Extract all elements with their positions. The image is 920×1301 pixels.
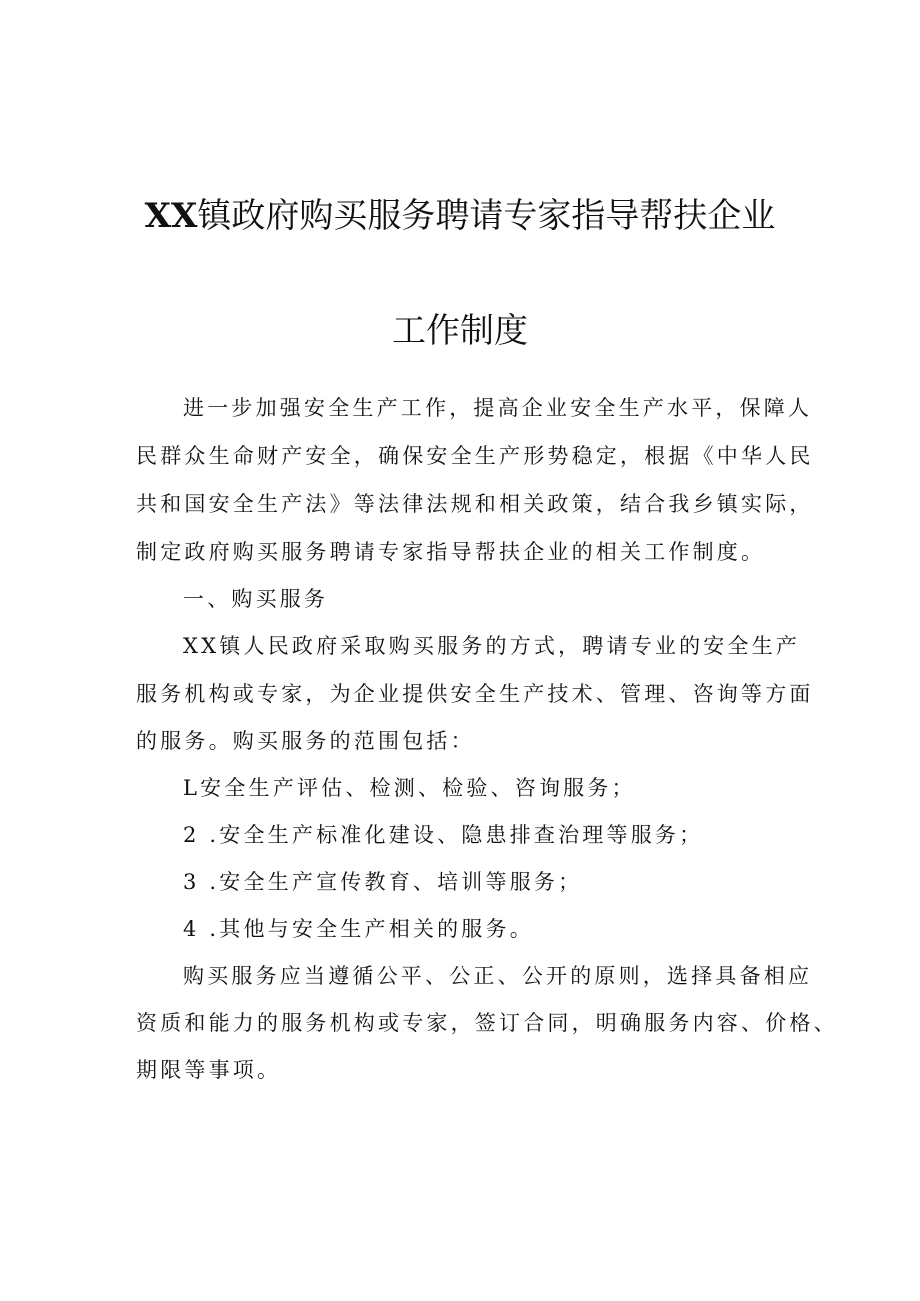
closing-paragraph-line: 购买服务应当遵循公平、公正、公开的原则，选择具备相应 bbox=[183, 964, 813, 988]
intro-line: 制定政府购买服务聘请专家指导帮扶企业的相关工作制度。 bbox=[136, 540, 766, 564]
intro-line: 共和国安全生产法》等法律法规和相关政策，结合我乡镇实际， bbox=[136, 492, 814, 516]
closing-paragraph-line: 期限等事项。 bbox=[136, 1058, 282, 1082]
intro-line: 民群众生命财产安全，确保安全生产形势稳定，根据《中华人民 bbox=[136, 444, 814, 468]
list-item: L安全生产评估、检测、检验、咨询服务； bbox=[183, 776, 636, 800]
list-item: 2 .安全生产标准化建设、隐患排查治理等服务； bbox=[183, 823, 704, 847]
section-paragraph-line: 的服务。购买服务的范围包括： bbox=[136, 729, 475, 753]
closing-paragraph-line: 资质和能力的服务机构或专家，签订合同，明确服务内容、价格、 bbox=[136, 1011, 838, 1035]
section-paragraph-line: 服务机构或专家，为企业提供安全生产技术、管理、咨询等方面 bbox=[136, 682, 814, 706]
section-heading: 一、购买服务 bbox=[183, 587, 329, 611]
intro-line: 进一步加强安全生产工作，提高企业安全生产水平，保障人 bbox=[183, 396, 813, 420]
document-title-line-1 bbox=[0, 188, 920, 237]
list-item: 3 .安全生产宣传教育、培训等服务； bbox=[183, 870, 583, 894]
list-item: 4 .其他与安全生产相关的服务。 bbox=[183, 917, 534, 941]
document-title-line-2: 工作制度 bbox=[392, 311, 528, 351]
section-paragraph-line: XX镇人民政府采取购买服务的方式，聘请专业的安全生产 bbox=[183, 634, 801, 658]
title-line-1-text: 镇政府购买服务聘请专家指导帮扶企业 bbox=[197, 196, 776, 236]
title-prefix: XX bbox=[144, 196, 198, 236]
